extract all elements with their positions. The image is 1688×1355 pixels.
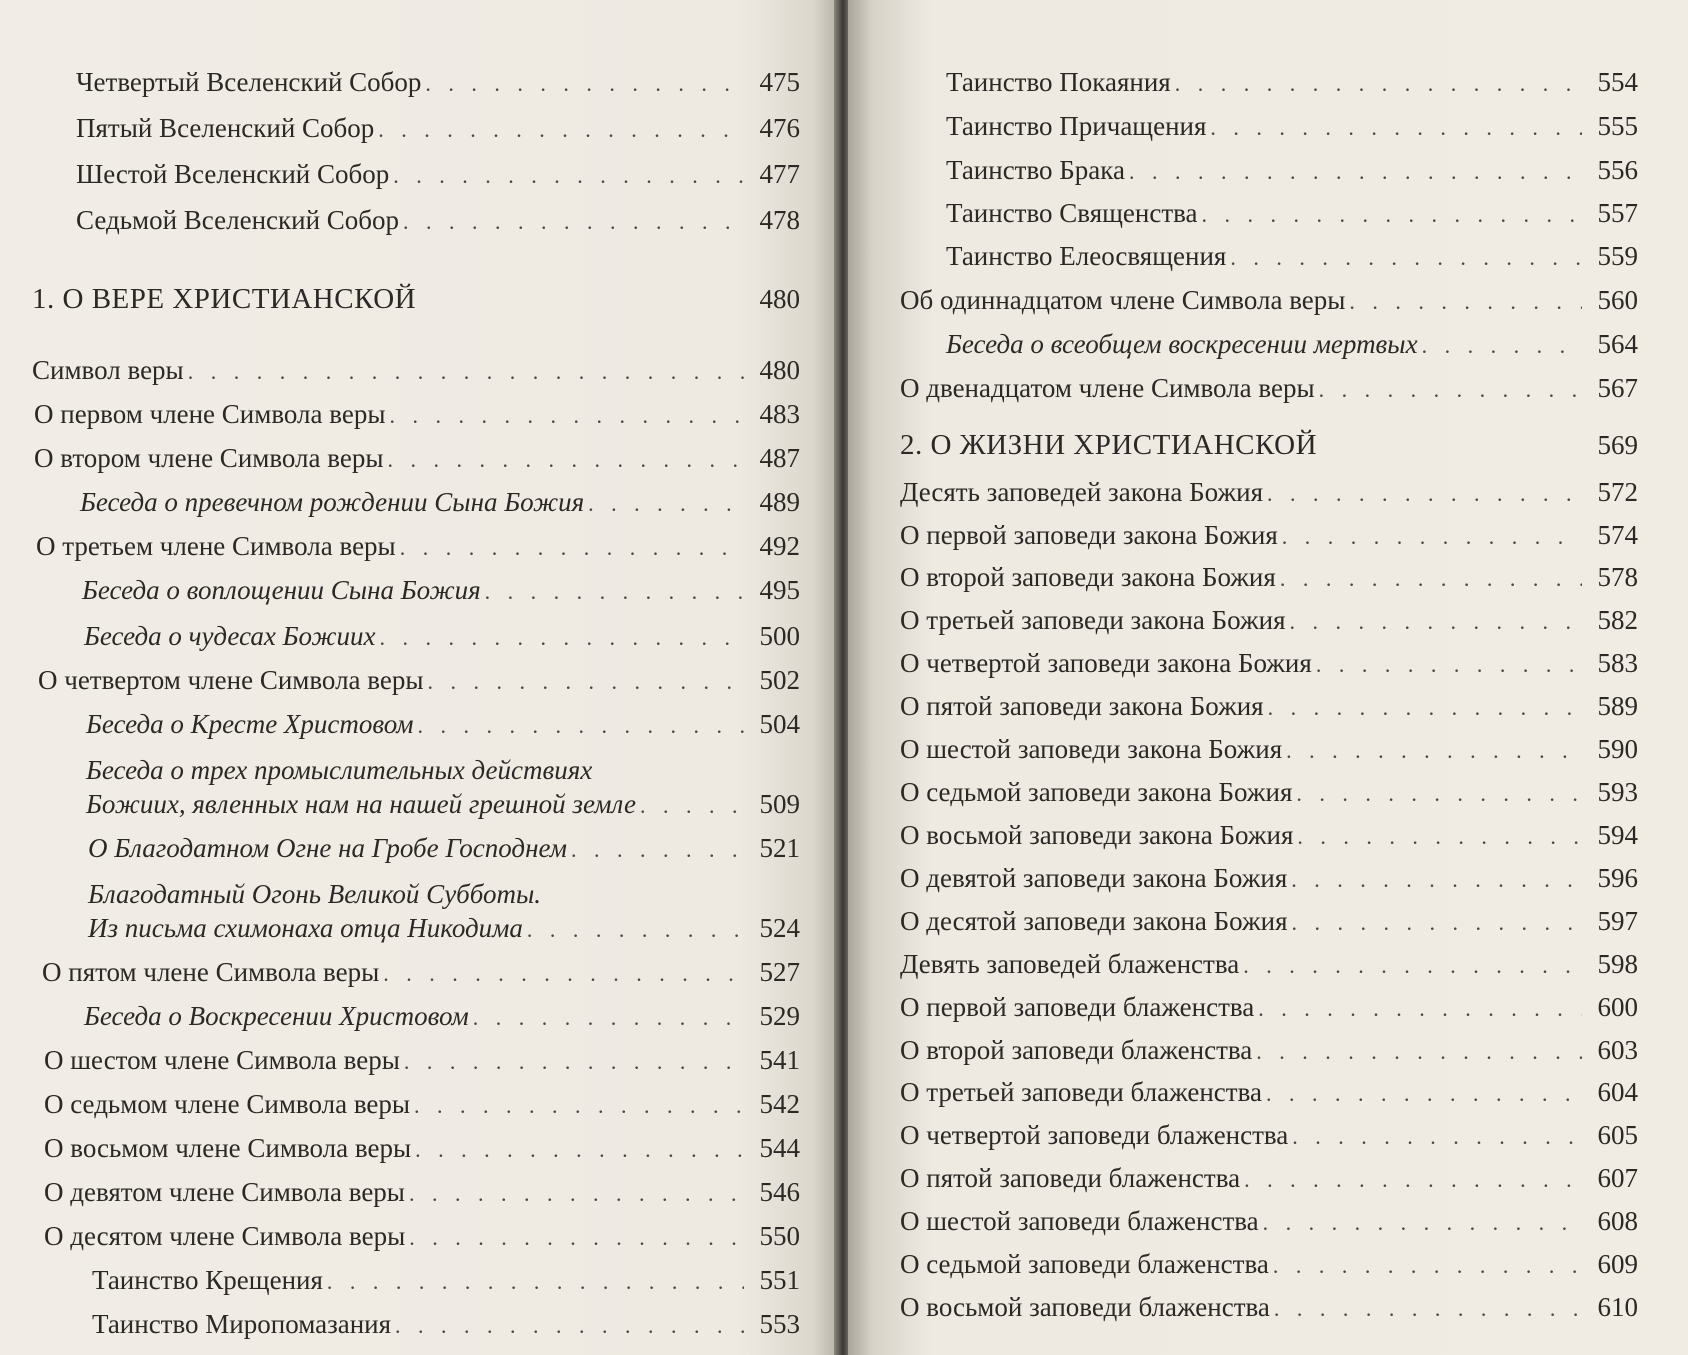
entry-page: 553 bbox=[759, 1309, 800, 1339]
entry-title: Таинство Покаяния bbox=[946, 67, 1171, 97]
entry-title: Беседа о чудесах Божиих bbox=[84, 621, 376, 651]
entry-page: 492 bbox=[759, 531, 800, 561]
entry-page: 509 bbox=[759, 789, 800, 819]
entry-title: Беседа о воплощении Сына Божия bbox=[82, 575, 481, 605]
toc-entry bbox=[34, 394, 800, 434]
entry-title: Таинство Миропомазания bbox=[92, 1309, 392, 1339]
entry-page: 560 bbox=[1597, 285, 1638, 315]
leader-dots bbox=[327, 1262, 744, 1302]
leader-dots bbox=[1292, 1117, 1582, 1157]
toc-entry bbox=[900, 944, 1638, 984]
entry-title: О шестой заповеди закона Божия bbox=[900, 734, 1283, 764]
toc-entry bbox=[900, 772, 1638, 812]
entry-page: 572 bbox=[1597, 477, 1638, 507]
toc-entry bbox=[900, 600, 1638, 640]
leader-dots bbox=[188, 352, 744, 392]
leader-dots bbox=[414, 1086, 744, 1126]
toc-entry bbox=[86, 704, 800, 744]
entry-title: О пятом члене Символа веры bbox=[42, 957, 380, 987]
leader-dots bbox=[1291, 860, 1582, 900]
entry-page: 607 bbox=[1597, 1163, 1638, 1193]
section-title: 1. О ВЕРЕ ХРИСТИАНСКОЙ bbox=[32, 283, 417, 315]
toc-entry bbox=[900, 1030, 1638, 1070]
leader-dots bbox=[1263, 1203, 1582, 1243]
entry-title: О первом члене Символа веры bbox=[34, 399, 386, 429]
entry-page: 524 bbox=[759, 913, 800, 943]
toc-entry bbox=[44, 1128, 800, 1168]
entry-title: О восьмой заповеди закона Божия bbox=[900, 820, 1294, 850]
leader-dots bbox=[1296, 774, 1582, 814]
entry-page: 582 bbox=[1597, 605, 1638, 635]
entry-title: О восьмом члене Символа веры bbox=[44, 1133, 412, 1163]
entry-page: 564 bbox=[1597, 329, 1638, 359]
entry-page: 605 bbox=[1597, 1120, 1638, 1150]
toc-entry bbox=[80, 482, 800, 522]
entry-title: О третьей заповеди закона Божия bbox=[900, 605, 1286, 635]
toc-entry bbox=[76, 108, 800, 148]
entry-title: О второй заповеди блаженства bbox=[900, 1035, 1253, 1065]
entry-title: О шестом члене Символа веры bbox=[44, 1045, 400, 1075]
toc-entry bbox=[84, 996, 800, 1036]
entry-title: О двенадцатом члене Символа веры bbox=[900, 373, 1315, 403]
toc-entry bbox=[44, 1040, 800, 1080]
leader-dots bbox=[1230, 238, 1582, 278]
entry-title: О третьем члене Символа веры bbox=[36, 531, 396, 561]
toc-entry bbox=[900, 1115, 1638, 1155]
leader-dots bbox=[1349, 282, 1582, 322]
entry-page: 598 bbox=[1597, 949, 1638, 979]
entry-page: 603 bbox=[1597, 1035, 1638, 1065]
entry-page: 504 bbox=[759, 709, 800, 739]
section-title: 2. О ЖИЗНИ ХРИСТИАНСКОЙ bbox=[900, 429, 1318, 461]
entry-page: 487 bbox=[759, 443, 800, 473]
leader-dots bbox=[1297, 817, 1582, 857]
section-heading bbox=[32, 279, 800, 319]
entry-page: 546 bbox=[759, 1177, 800, 1207]
section-page: 569 bbox=[1597, 430, 1638, 460]
leader-dots bbox=[1267, 474, 1582, 514]
leader-dots bbox=[379, 618, 744, 658]
toc-entry bbox=[42, 952, 800, 992]
entry-title: О седьмой заповеди закона Божия bbox=[900, 777, 1293, 807]
entry-page: 550 bbox=[759, 1221, 800, 1251]
entry-page: 555 bbox=[1597, 111, 1638, 141]
entry-page: 477 bbox=[759, 159, 800, 189]
entry-title: Таинство Брака bbox=[946, 155, 1125, 185]
entry-page: 483 bbox=[759, 399, 800, 429]
section-heading bbox=[900, 425, 1638, 465]
toc-entry bbox=[900, 901, 1638, 941]
entry-page: 500 bbox=[759, 621, 800, 651]
entry-title: О третьей заповеди блаженства bbox=[900, 1077, 1262, 1107]
leader-dots bbox=[1273, 1246, 1582, 1286]
leader-dots bbox=[1319, 370, 1582, 410]
entry-page: 596 bbox=[1597, 863, 1638, 893]
entry-title: Беседа о всеобщем воскресении мертвых bbox=[946, 329, 1418, 359]
leader-dots bbox=[1175, 64, 1582, 104]
toc-entry bbox=[76, 154, 800, 194]
entry-title-line1: Благодатный Огонь Великой Субботы. bbox=[88, 879, 542, 909]
entry-page: 476 bbox=[759, 113, 800, 143]
leader-dots bbox=[1244, 1160, 1582, 1200]
entry-page: 590 bbox=[1597, 734, 1638, 764]
entry-title: О первой заповеди закона Божия bbox=[900, 520, 1278, 550]
leader-dots bbox=[571, 830, 744, 870]
toc-entry bbox=[946, 150, 1638, 190]
toc-entry bbox=[900, 472, 1638, 512]
entry-page: 529 bbox=[759, 1001, 800, 1031]
entry-title: Девять заповедей блаженства bbox=[900, 949, 1240, 979]
toc-entry bbox=[82, 570, 800, 610]
toc-entry bbox=[900, 643, 1638, 683]
leader-dots bbox=[389, 396, 744, 436]
leader-dots bbox=[428, 662, 745, 702]
toc-entry bbox=[900, 686, 1638, 726]
entry-title: О восьмой заповеди блаженства bbox=[900, 1292, 1270, 1322]
entry-page: 589 bbox=[1597, 691, 1638, 721]
entry-title: О первой заповеди блаженства bbox=[900, 992, 1255, 1022]
leader-dots bbox=[1129, 152, 1582, 192]
entry-page: 578 bbox=[1597, 562, 1638, 592]
toc-entry bbox=[946, 236, 1638, 276]
left-page bbox=[0, 0, 838, 1355]
leader-dots bbox=[1268, 688, 1582, 728]
toc-entry bbox=[900, 987, 1638, 1027]
entry-page: 544 bbox=[759, 1133, 800, 1163]
entry-page: 574 bbox=[1597, 520, 1638, 550]
toc-entry bbox=[92, 1260, 800, 1300]
toc-entry bbox=[32, 350, 800, 390]
leader-dots bbox=[473, 998, 744, 1038]
entry-page: 608 bbox=[1597, 1206, 1638, 1236]
toc-entry bbox=[900, 557, 1638, 597]
entry-page: 600 bbox=[1597, 992, 1638, 1022]
entry-title: О десятом члене Символа веры bbox=[44, 1221, 406, 1251]
entry-page: 527 bbox=[759, 957, 800, 987]
entry-page: 557 bbox=[1597, 198, 1638, 228]
entry-title: Седьмой Вселенский Собор bbox=[76, 205, 400, 235]
leader-dots bbox=[395, 1306, 744, 1346]
entry-title: Из письма схимонаха отца Никодима bbox=[88, 913, 523, 943]
toc-entry bbox=[900, 1287, 1638, 1327]
leader-dots bbox=[378, 110, 744, 150]
toc-entry bbox=[900, 1201, 1638, 1241]
toc-entry bbox=[92, 1304, 800, 1344]
toc-entry bbox=[900, 515, 1638, 555]
leader-dots bbox=[527, 910, 744, 950]
entry-title: О девятом члене Символа веры bbox=[44, 1177, 405, 1207]
entry-page: 541 bbox=[759, 1045, 800, 1075]
leader-dots bbox=[404, 1042, 744, 1082]
entry-title: О пятой заповеди блаженства bbox=[900, 1163, 1241, 1193]
entry-page: 502 bbox=[759, 665, 800, 695]
entry-title: Божиих, явленных нам на нашей грешной земле bbox=[86, 789, 636, 819]
leader-dots bbox=[485, 572, 744, 612]
leader-dots bbox=[1422, 326, 1582, 366]
entry-page: 594 bbox=[1597, 820, 1638, 850]
toc-entry bbox=[88, 828, 800, 868]
leader-dots bbox=[1243, 946, 1582, 986]
entry-title: Беседа о превечном рождении Сына Божия bbox=[80, 487, 585, 517]
leader-dots bbox=[1282, 517, 1582, 557]
leader-dots bbox=[415, 1130, 744, 1170]
leader-dots bbox=[1266, 1074, 1582, 1114]
entry-page: 480 bbox=[759, 355, 800, 385]
entry-title: О десятой заповеди закона Божия bbox=[900, 906, 1288, 936]
entry-page: 597 bbox=[1597, 906, 1638, 936]
leader-dots bbox=[387, 440, 744, 480]
entry-title: Таинство Крещения bbox=[92, 1265, 323, 1295]
toc-entry bbox=[84, 616, 800, 656]
leader-dots bbox=[640, 786, 744, 826]
toc-entry bbox=[900, 858, 1638, 898]
entry-page: 554 bbox=[1597, 67, 1638, 97]
entry-page: 478 bbox=[759, 205, 800, 235]
toc-entry bbox=[946, 106, 1638, 146]
entry-title: Таинство Священства bbox=[946, 198, 1198, 228]
leader-dots bbox=[1280, 559, 1582, 599]
toc-entry bbox=[900, 280, 1638, 320]
leader-dots bbox=[1256, 1032, 1582, 1072]
entry-title: Таинство Елеосвящения bbox=[946, 241, 1227, 271]
entry-title: О девятой заповеди закона Божия bbox=[900, 863, 1288, 893]
toc-entry bbox=[900, 1158, 1638, 1198]
entry-page: 489 bbox=[759, 487, 800, 517]
leader-dots bbox=[1210, 108, 1582, 148]
toc-entry bbox=[36, 526, 800, 566]
toc-entry bbox=[900, 1072, 1638, 1112]
toc-entry bbox=[44, 1216, 800, 1256]
entry-page: 583 bbox=[1597, 648, 1638, 678]
toc-entry bbox=[900, 815, 1638, 855]
entry-page: 551 bbox=[759, 1265, 800, 1295]
entry-title: Беседа о Воскресении Христовом bbox=[84, 1001, 469, 1031]
leader-dots bbox=[588, 484, 744, 524]
entry-title: Символ веры bbox=[32, 355, 184, 385]
entry-page: 495 bbox=[759, 575, 800, 605]
right-page bbox=[848, 0, 1688, 1355]
leader-dots bbox=[1258, 989, 1582, 1029]
leader-dots bbox=[1286, 731, 1582, 771]
entry-title: О четвертом члене Символа веры bbox=[38, 665, 424, 695]
entry-title: Десять заповедей закона Божия bbox=[900, 477, 1263, 507]
entry-title: О втором члене Символа веры bbox=[34, 443, 384, 473]
entry-page: 475 bbox=[759, 67, 800, 97]
toc-entry bbox=[44, 1172, 800, 1212]
toc-entry bbox=[38, 660, 800, 700]
entry-page: 609 bbox=[1597, 1249, 1638, 1279]
entry-title: Таинство Причащения bbox=[946, 111, 1207, 141]
leader-dots bbox=[409, 1218, 744, 1258]
toc-entry bbox=[946, 62, 1638, 102]
entry-page: 559 bbox=[1597, 241, 1638, 271]
leader-dots bbox=[1316, 645, 1582, 685]
entry-title: О шестой заповеди блаженства bbox=[900, 1206, 1259, 1236]
toc-entry bbox=[76, 62, 800, 102]
toc-entry bbox=[86, 784, 800, 824]
toc-entry bbox=[44, 1084, 800, 1124]
toc-entry bbox=[88, 908, 800, 948]
toc-entry bbox=[946, 324, 1638, 364]
leader-dots bbox=[393, 156, 744, 196]
entry-page: 521 bbox=[759, 833, 800, 863]
entry-title: О второй заповеди закона Божия bbox=[900, 562, 1276, 592]
entry-title: О четвертой заповеди блаженства bbox=[900, 1120, 1289, 1150]
leader-dots bbox=[1274, 1289, 1582, 1329]
entry-title: Об одиннадцатом члене Символа веры bbox=[900, 285, 1346, 315]
toc-entry bbox=[946, 193, 1638, 233]
entry-page: 604 bbox=[1597, 1077, 1638, 1107]
leader-dots bbox=[1290, 602, 1583, 642]
toc-entry bbox=[900, 729, 1638, 769]
toc-entry bbox=[76, 200, 800, 240]
leader-dots bbox=[400, 528, 744, 568]
entry-title: Шестой Вселенский Собор bbox=[76, 159, 390, 189]
entry-title: О четвертой заповеди закона Божия bbox=[900, 648, 1312, 678]
leader-dots bbox=[417, 706, 744, 746]
toc-entry bbox=[900, 368, 1638, 408]
entry-title: О Благодатном Огне на Гробе Господнем bbox=[88, 833, 568, 863]
toc-entry bbox=[34, 438, 800, 478]
toc-entry bbox=[900, 1244, 1638, 1284]
entry-page: 593 bbox=[1597, 777, 1638, 807]
section-page: 480 bbox=[759, 284, 800, 314]
entry-page: 610 bbox=[1597, 1292, 1638, 1322]
entry-title: Беседа о Кресте Христовом bbox=[86, 709, 414, 739]
leader-dots bbox=[1292, 903, 1582, 943]
leader-dots bbox=[383, 954, 744, 994]
entry-title: О седьмом члене Символа веры bbox=[44, 1089, 411, 1119]
entry-title: Пятый Вселенский Собор bbox=[76, 113, 375, 143]
leader-dots bbox=[409, 1174, 744, 1214]
entry-title: Четвертый Вселенский Собор bbox=[76, 67, 422, 97]
entry-page: 542 bbox=[759, 1089, 800, 1119]
entry-title-line1: Беседа о трех промыслительных действиях bbox=[86, 755, 593, 785]
entry-page: 567 bbox=[1597, 373, 1638, 403]
leader-dots bbox=[403, 202, 744, 242]
leader-dots bbox=[425, 64, 744, 104]
leader-dots bbox=[1202, 195, 1582, 235]
entry-title: О пятой заповеди закона Божия bbox=[900, 691, 1264, 721]
entry-page: 556 bbox=[1597, 155, 1638, 185]
entry-title: О седьмой заповеди блаженства bbox=[900, 1249, 1269, 1279]
